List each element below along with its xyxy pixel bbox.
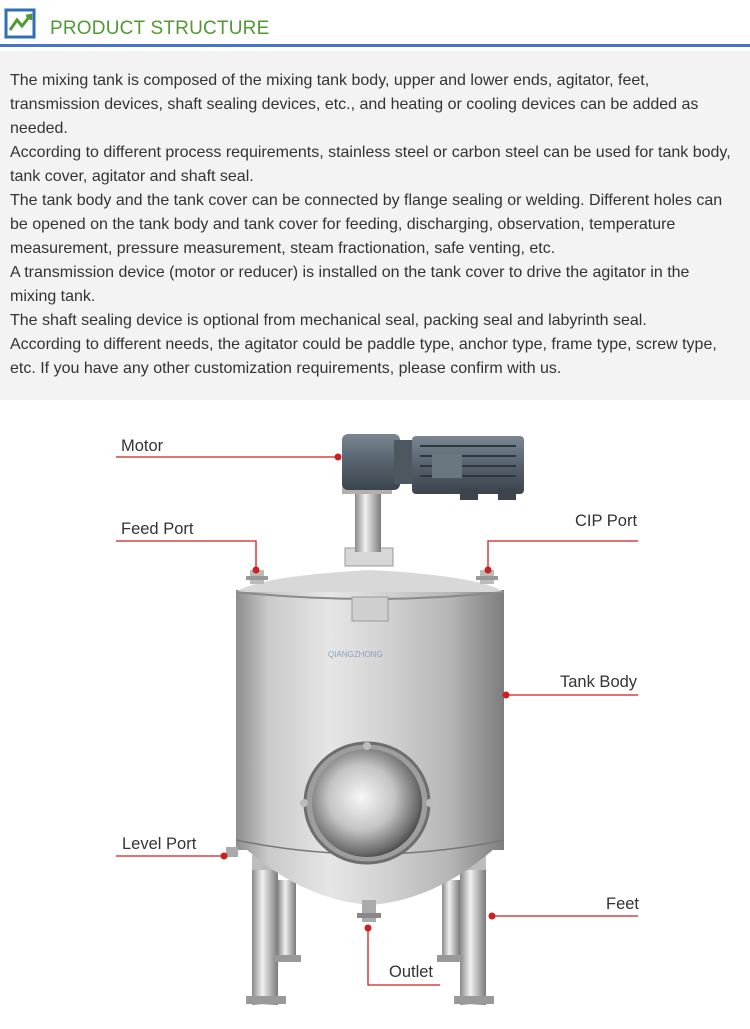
- section-title: PRODUCT STRUCTURE: [50, 18, 270, 39]
- tank-illustration: [0, 400, 750, 1024]
- label-feet: Feet: [606, 895, 640, 913]
- tank-diagram: [0, 400, 750, 1024]
- description-paragraph: A transmission device (motor or reducer) is installed on the tank cover to drive the agitator in the mixing tank.: [10, 264, 690, 305]
- section-header: [0, 0, 750, 46]
- description-panel: [0, 51, 750, 400]
- label-level-port: Level Port: [122, 835, 197, 853]
- label-feed-port: Feed Port: [121, 520, 194, 538]
- description-list: [10, 69, 740, 381]
- description-paragraph: The mixing tank is composed of the mixing tank body, upper and lower ends, agitator, feet, transmission devices, shaft sealing devices, etc., and heating or cooling devices can be added as needed.: [10, 72, 699, 137]
- label-outlet: Outlet: [389, 963, 434, 981]
- tank-watermark: QIANGZHONG: [328, 650, 383, 659]
- label-motor: Motor: [121, 437, 164, 455]
- description-paragraph: According to different needs, the agitator could be paddle type, anchor type, frame type, screw type, etc. If you have any other customization requirements, please confirm with us.: [10, 336, 717, 377]
- header-divider: [0, 44, 750, 47]
- description-paragraph: The tank body and the tank cover can be connected by flange sealing or welding. Different holes can be opened on the tank body and tank cover for feeding, discharging, observation, temperature measurement, pressure measurement, steam fractionation, safe venting, etc.: [10, 192, 723, 257]
- description-paragraph: According to different process requirements, stainless steel or carbon steel can be used for tank body, tank cover, agitator and shaft seal.: [10, 144, 731, 185]
- logo-icon: [4, 8, 38, 40]
- label-cip-port: CIP Port: [575, 512, 638, 530]
- label-tank-body: Tank Body: [560, 673, 638, 691]
- description-paragraph: The shaft sealing device is optional from mechanical seal, packing seal and labyrinth seal.: [10, 312, 647, 329]
